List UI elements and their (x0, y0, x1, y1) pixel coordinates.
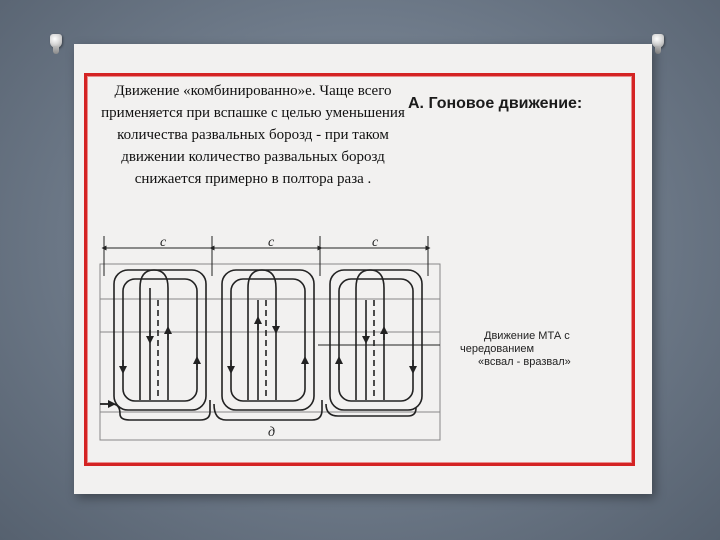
bottom-dimension-label: д (268, 425, 276, 440)
section-3-loops (330, 270, 422, 410)
description-text: Движение «комбинированно»е. Чаще всего применяется при вспашке с целью уменьшения количества развальных борозд - при таком движении количество развальных борозд снижается примерно в полтора раза . (101, 83, 405, 187)
section-label-2: c (268, 235, 275, 250)
section-label-3: c (372, 235, 379, 250)
section-2-loops (222, 270, 314, 410)
field-grid (100, 264, 440, 440)
caption-line-1: Движение МТА с (484, 330, 570, 342)
slide-heading: А. Гоновое движение: (408, 95, 583, 112)
caption-line-3: «всвал - вразвал» (478, 356, 571, 368)
caption-line-2: чередованием (460, 343, 535, 355)
section-label-1: c (160, 235, 167, 250)
section-1-loops (114, 270, 206, 410)
